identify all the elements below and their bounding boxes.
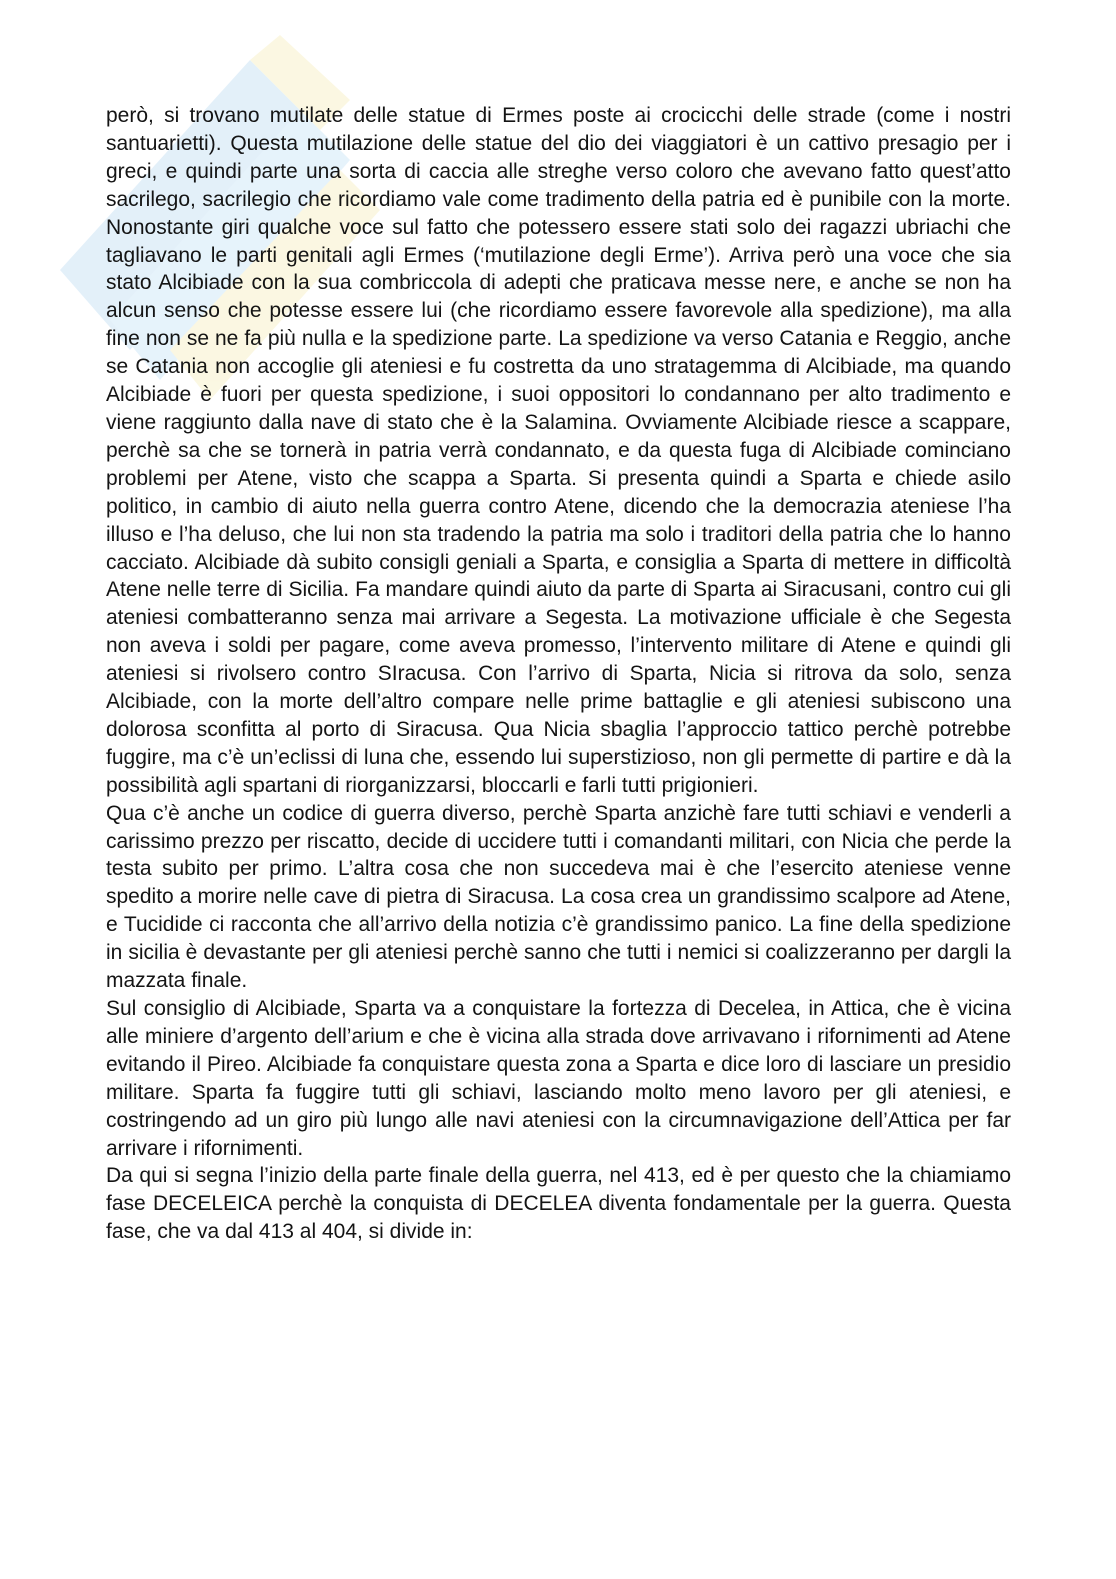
paragraph-2: Qua c’è anche un codice di guerra diverso, perchè Sparta anzichè fare tutti schiavi e venderli a carissimo prezzo per riscatto, decide di uccidere tutti i comandanti militari, con Nicia che perde la testa subito per primo. L’altra cosa che non succedeva mai è che l’esercito ateniese venne spedito a morire nelle cave di pietra di Siracusa. La cosa crea un grandissimo scalpore ad Atene, e Tucidide ci racconta che all’arrivo della notizia c’è grandissimo panico. La fine della spedizione in sicilia è devastante per gli ateniesi perchè sanno che tutti i nemici si coalizzeranno per dargli la mazzata finale.	[106, 801, 1011, 993]
paragraph-1: però, si trovano mutilate delle statue di Ermes poste ai crocicchi delle strade (come i nostri santuarietti). Questa mutilazione delle statue del dio dei viaggiatori è un cattivo presagio per i greci, e quindi parte una sorta di caccia alle streghe verso coloro che avevano fatto quest’atto sacrilego, sacrilegio che ricordiamo vale come tradimento della patria ed è punibile con la morte. Nonostante giri qualche voce sul fatto che potessero essere stati solo dei ragazzi ubriachi che tagliavano le parti genitali agli Ermes (‘mutilazione degli Erme’). Arriva però una voce che sia stato Alcibiade con la sua combriccola di adepti che praticava messe nere, e anche se non ha alcun senso che potesse essere lui (che ricordiamo essere favorevole alla spedizione), ma alla fine non se ne fa più nulla e la spedizione parte. La spedizione va verso Catania e Reggio, anche se Catania non accoglie gli ateniesi e fu costretta da uno stratagemma di Alcibiade, ma quando Alcibiade è fuori per questa spedizione, i suoi oppositori lo condannano per alto tradimento e viene raggiunto dalla nave di stato che è la Salamina. Ovviamente Alcibiade riesce a scappare, perchè sa che se tornerà in patria verrà condannato, e da questa fuga di Alcibiade cominciano problemi per Atene, visto che scappa a Sparta. Si presenta quindi a Sparta e chiede asilo politico, in cambio di aiuto nella guerra contro Atene, dicendo che la democrazia ateniese l’ha illuso e l’ha deluso, che lui non sta tradendo la patria ma solo i traditori della patria che lo hanno cacciato. Alcibiade dà subito consigli geniali a Sparta, e consiglia a Sparta di mettere in difficoltà Atene nelle terre di Sicilia. Fa mandare quindi aiuto da parte di Sparta ai Siracusani, contro cui gli ateniesi combatteranno senza mai arrivare a Segesta. La motivazione ufficiale è che Segesta non aveva i soldi per pagare, come aveva promesso, l’intervento militare di Atene e quindi gli ateniesi si rivolsero contro SIracusa. Con l’arrivo di Sparta, Nicia si ritrova da solo, senza Alcibiade, con la morte dell’altro compare nelle prime battaglie e gli ateniesi subiscono una dolorosa sconfitta al porto di Siracusa. Qua Nicia sbaglia l’approccio tattico perchè potrebbe fuggire, ma c’è un’eclissi di luna che, essendo lui superstizioso, non gli permette di partire e dà la possibilità agli spartani di riorganizzarsi, bloccarli e farli tutti prigionieri.	[106, 104, 1011, 797]
paragraph-3: Sul consiglio di Alcibiade, Sparta va a conquistare la fortezza di Decelea, in Attica, che è vicina alle miniere d’argento dell’arium e che è vicina alla strada dove arrivavano i rifornimenti ad Atene evitando il Pireo. Alcibiade fa conquistare questa zona a Sparta e dice loro di lasciare un presidio militare. Sparta fa fuggire tutti gli schiavi, lasciando molto meno lavoro per gli ateniesi, e costringendo ad un giro più lungo alle navi ateniesi con la circumnavigazione dell’Attica per far arrivare i rifornimenti.	[106, 997, 1011, 1160]
document-body	[106, 102, 1011, 1246]
paragraph-4: Da qui si segna l’inizio della parte finale della guerra, nel 413, ed è per questo che la chiamiamo fase DECELEICA perchè la conquista di DECELEA diventa fondamentale per la guerra. Questa fase, che va dal 413 al 404, si divide in:	[106, 1164, 1011, 1244]
